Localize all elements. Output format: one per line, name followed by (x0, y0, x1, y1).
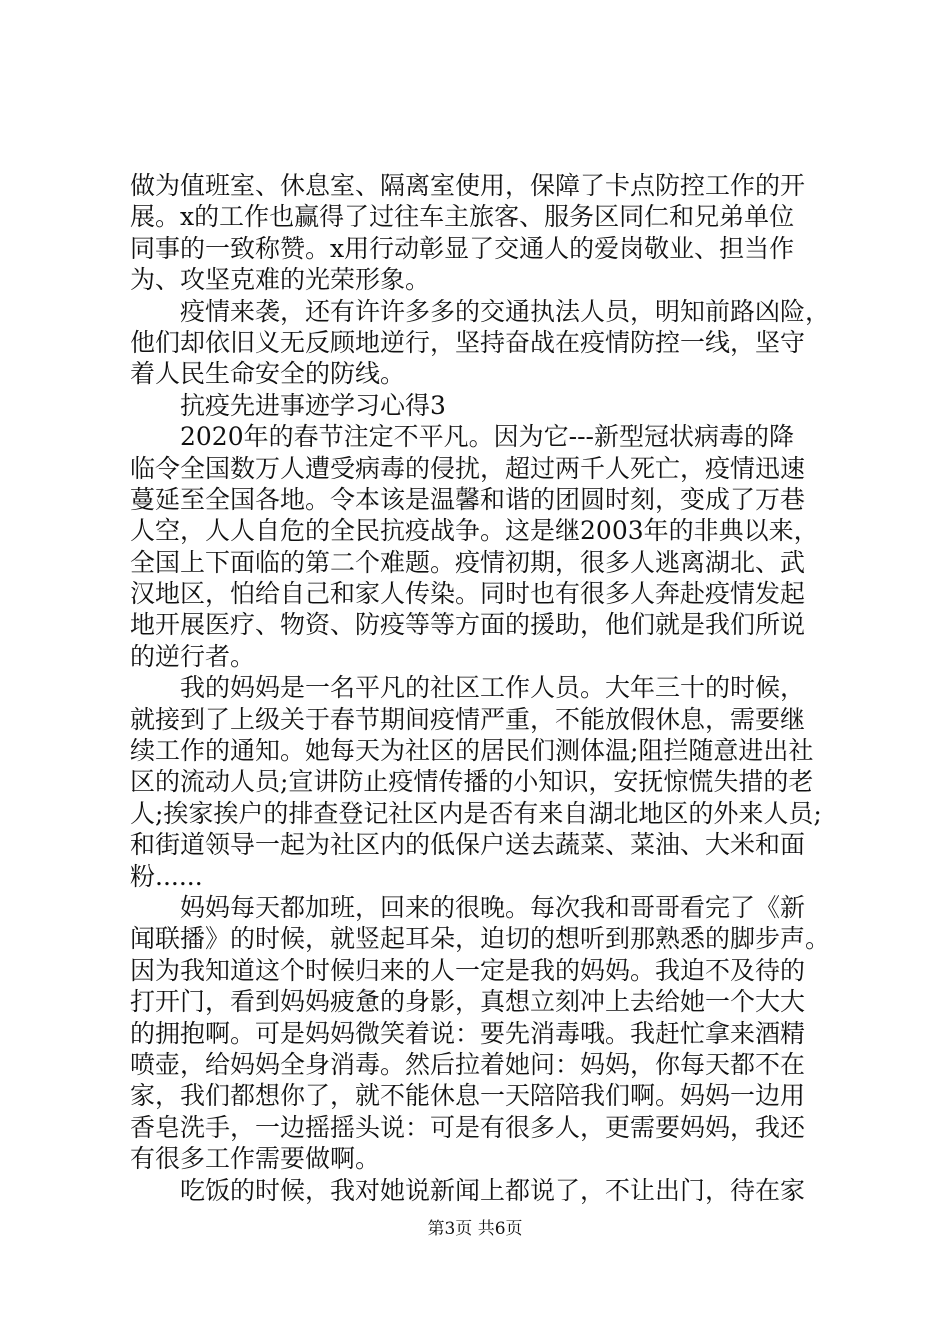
text-line: 全国上下面临的第二个难题。疫情初期，很多人逃离湖北、武 (130, 547, 806, 577)
text-line: 汉地区，怕给自己和家人传染。同时也有很多人奔赴疫情发起 (130, 579, 806, 609)
text-line: 同事的一致称赞。x用行动彰显了交通人的爱岗敬业、担当作 (130, 233, 795, 263)
text-line: 喷壶，给妈妈全身消毒。然后拉着她问：妈妈，你每天都不在 (130, 1049, 806, 1079)
text-line: 和街道领导一起为社区内的低保户送去蔬菜、菜油、大米和面 (130, 830, 806, 860)
page-footer: 第3页 共6页 (427, 1219, 523, 1239)
text-line: 地开展医疗、物资、防疫等等方面的援助，他们就是我们所说 (130, 610, 806, 640)
text-line: 因为我知道这个时候归来的人一定是我的妈妈。我迫不及待的 (130, 955, 806, 985)
text-line: 临令全国数万人遭受病毒的侵扰，超过两千人死亡，疫情迅速 (130, 453, 806, 483)
text-line: 区的流动人员;宣讲防止疫情传播的小知识，安抚惊慌失措的老 (130, 767, 814, 797)
document-body (130, 170, 830, 1206)
text-line: 人;挨家挨户的排查登记社区内是否有来自湖北地区的外来人员; (130, 798, 822, 828)
text-line: 疫情来袭，还有许许多多的交通执法人员，明知前路凶险， (180, 296, 831, 326)
text-line: 的逆行者。 (130, 641, 256, 671)
text-line: 有很多工作需要做啊。 (130, 1144, 381, 1174)
text-line: 打开门，看到妈妈疲惫的身影，真想立刻冲上去给她一个大大 (130, 987, 806, 1017)
text-line: 我的妈妈是一名平凡的社区工作人员。大年三十的时候， (180, 673, 806, 703)
text-line: 吃饭的时候，我对她说新闻上都说了，不让出门，待在家 (180, 1175, 806, 1205)
text-line: 粉...... (130, 861, 203, 891)
text-line: 香皂洗手，一边摇摇头说：可是有很多人，更需要妈妈，我还 (130, 1112, 806, 1142)
text-line: 做为值班室、休息室、隔离室使用，保障了卡点防控工作的开 (130, 171, 806, 200)
text-line: 闻联播》的时候，就竖起耳朵，迫切的想听到那熟悉的脚步声。 (130, 924, 831, 954)
text-line: 的拥抱啊。可是妈妈微笑着说：要先消毒哦。我赶忙拿来酒精 (130, 1018, 806, 1048)
text-line: 展。x的工作也赢得了过往车主旅客、服务区同仁和兄弟单位 (130, 202, 795, 232)
text-line: 家，我们都想你了，就不能休息一天陪陪我们啊。妈妈一边用 (130, 1081, 806, 1111)
text-line: 就接到了上级关于春节期间疫情严重，不能放假休息，需要继 (130, 704, 806, 734)
text-line: 抗疫先进事迹学习心得3 (180, 390, 446, 420)
text-line: 着人民生命安全的防线。 (130, 359, 406, 389)
text-line: 他们却依旧义无反顾地逆行，坚持奋战在疫情防控一线，坚守 (130, 327, 806, 357)
text-line: 续工作的通知。她每天为社区的居民们测体温;阻拦随意进出社 (130, 736, 814, 766)
text-line: 为、攻坚克难的光荣形象。 (130, 265, 431, 295)
text-line: 人空，人人自危的全民抗疫战争。这是继2003年的非典以来， (130, 516, 819, 546)
text-line: 2020年的春节注定不平凡。因为它---新型冠状病毒的降 (180, 422, 794, 452)
text-line: 蔓延至全国各地。令本该是温馨和谐的团圆时刻，变成了万巷 (130, 484, 806, 514)
text-line: 妈妈每天都加班，回来的很晚。每次我和哥哥看完了《新 (180, 892, 806, 922)
